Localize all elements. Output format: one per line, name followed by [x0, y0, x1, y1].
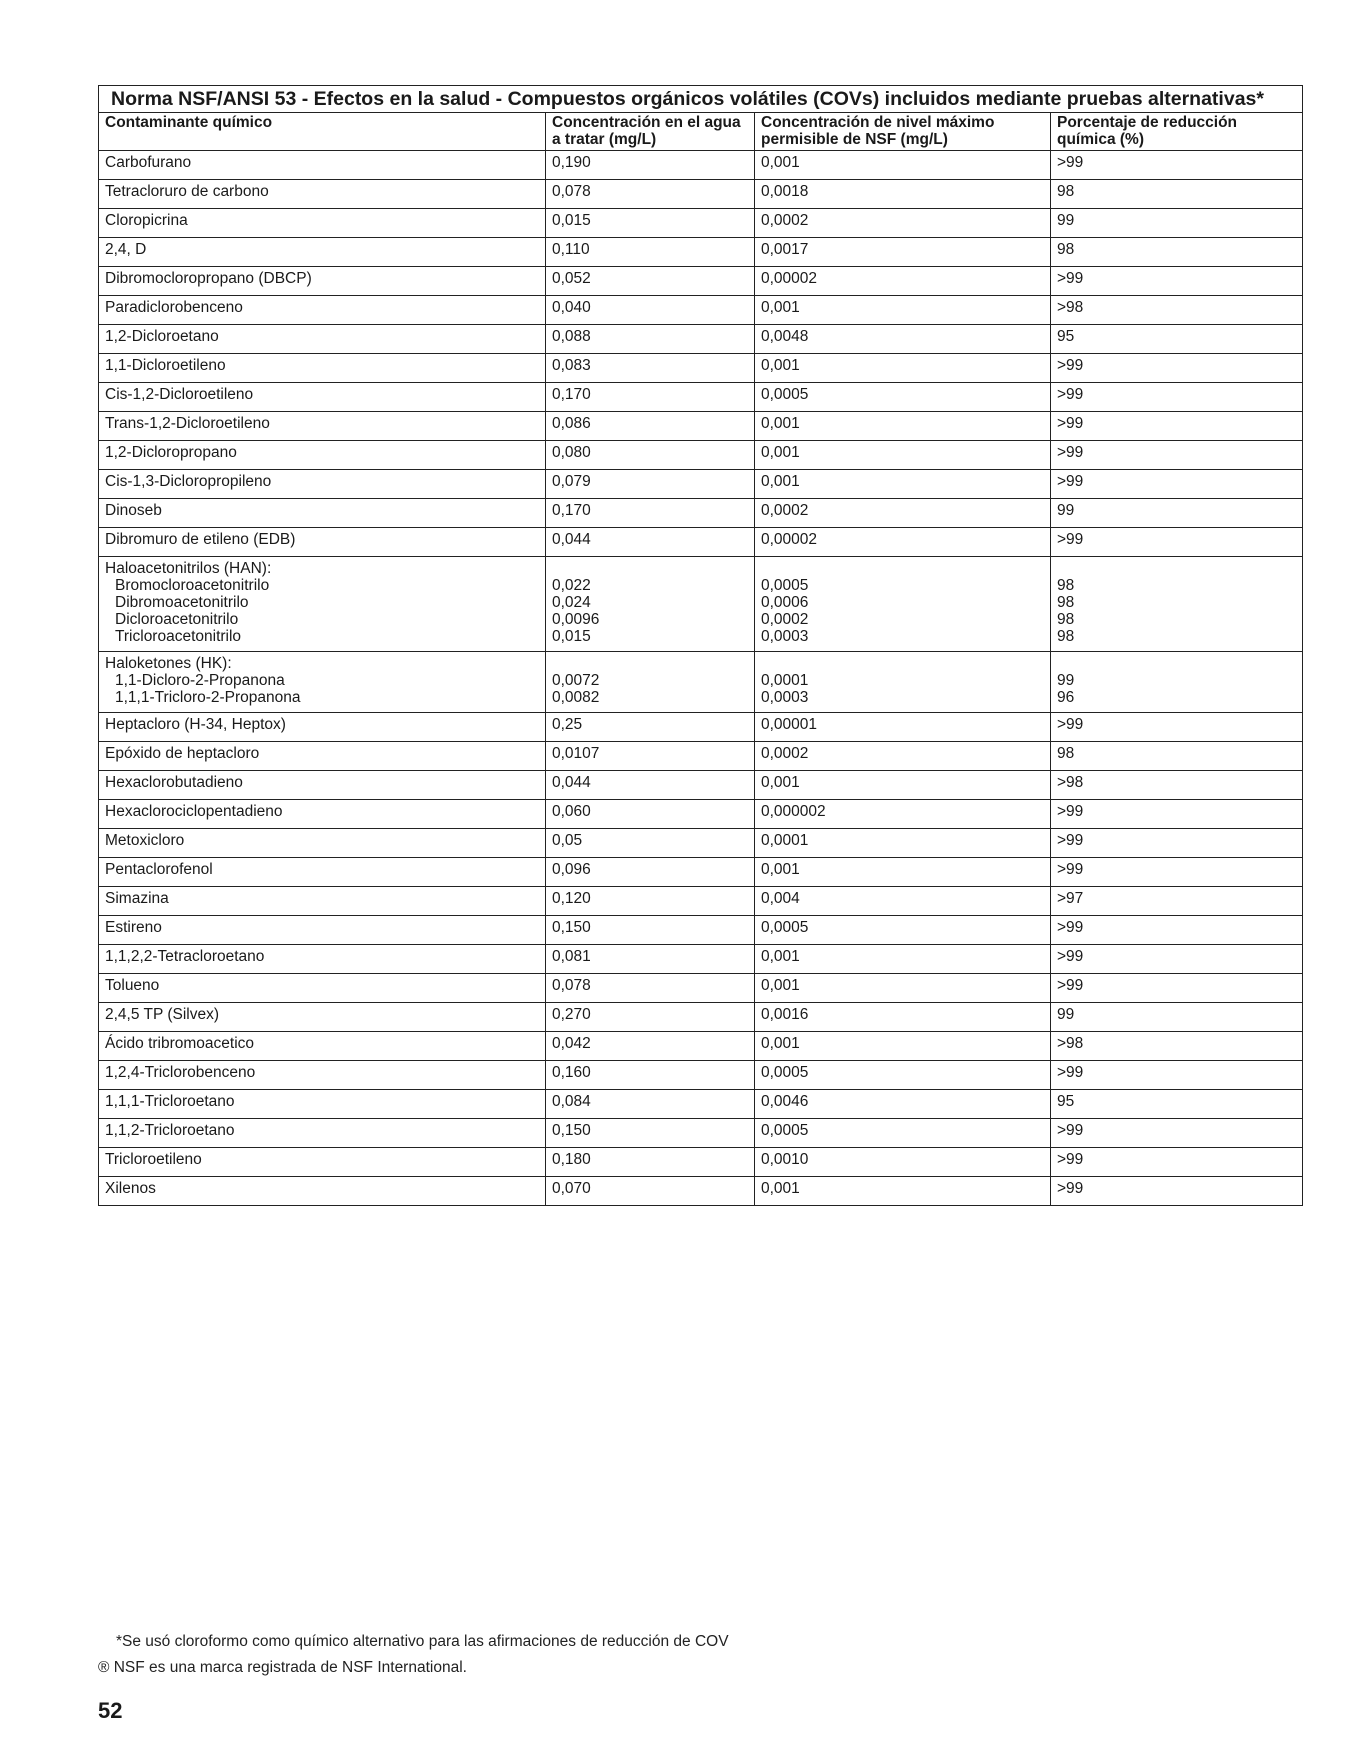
group-item-name: 1,1-Dicloro-2-Propanona: [115, 672, 285, 689]
cell-contaminant: Dibromocloropropano (DBCP): [99, 267, 546, 296]
group-item-value: 0,024: [552, 594, 591, 611]
cell-contaminant: 2,4,5 TP (Silvex): [99, 1003, 546, 1032]
cell-max-level: 0,0010: [755, 1148, 1051, 1177]
table-row: [99, 1177, 1303, 1206]
cell-contaminant: Dibromuro de etileno (EDB): [99, 528, 546, 557]
header-influent-concentration: Concentración en el agua a tratar (mg/L): [546, 113, 755, 151]
cell-max-level: 0,001: [755, 354, 1051, 383]
cell-max-level: 0,001: [755, 412, 1051, 441]
group-spacer: [552, 560, 748, 577]
cell-max-level: 0,0005: [755, 1061, 1051, 1090]
cell-max-level: 0,00002: [755, 267, 1051, 296]
cell-contaminant: Hexaclorobutadieno: [99, 771, 546, 800]
group-item-name: 1,1,1-Tricloro-2-Propanona: [115, 689, 301, 706]
cell-influent: 0,120: [546, 887, 755, 916]
cell-max-level: 0,0002: [755, 209, 1051, 238]
cell-reduction: >99: [1051, 974, 1303, 1003]
cell-max-level: 0,0002: [755, 742, 1051, 771]
cell-max-level: 0,001: [755, 1032, 1051, 1061]
cell-max-level: 0,0016: [755, 1003, 1051, 1032]
cell-influent: 0,088: [546, 325, 755, 354]
cell-reduction: 95: [1051, 325, 1303, 354]
table-row: [99, 742, 1303, 771]
table-row: [99, 180, 1303, 209]
cell-contaminant: Xilenos: [99, 1177, 546, 1206]
cell-reduction: >99: [1051, 528, 1303, 557]
cell-influent: 0,150: [546, 1119, 755, 1148]
table-row: [99, 1148, 1303, 1177]
cell-contaminant: Tolueno: [99, 974, 546, 1003]
table-header-row: [99, 113, 1303, 151]
table-body: [99, 151, 1303, 1206]
cell-max-level: 0,001: [755, 945, 1051, 974]
group-spacer: [761, 560, 1044, 577]
group-item-name: Tricloroacetonitrilo: [115, 628, 242, 645]
cell-max-level: 0,00002: [755, 528, 1051, 557]
cell-max-level: [755, 652, 1051, 713]
cell-reduction: 98: [1051, 180, 1303, 209]
cell-max-level: 0,001: [755, 470, 1051, 499]
cell-influent: 0,110: [546, 238, 755, 267]
cell-contaminant: Trans-1,2-Dicloroetileno: [99, 412, 546, 441]
cell-contaminant: Estireno: [99, 916, 546, 945]
cell-contaminant: Carbofurano: [99, 151, 546, 180]
table-row: [99, 916, 1303, 945]
group-item-value: 0,0082: [552, 689, 600, 706]
table-row: [99, 209, 1303, 238]
table-row: [99, 528, 1303, 557]
table-row: [99, 1090, 1303, 1119]
table-row: [99, 238, 1303, 267]
cell-reduction: >99: [1051, 1061, 1303, 1090]
cell-reduction: >99: [1051, 1177, 1303, 1206]
cell-max-level: 0,004: [755, 887, 1051, 916]
cell-reduction: >99: [1051, 829, 1303, 858]
footnote-alternative-chemical: *Se usó cloroformo como químico alternativo para las afirmaciones de reducción de COV: [116, 1633, 729, 1650]
cell-reduction: >99: [1051, 800, 1303, 829]
cell-max-level: 0,001: [755, 974, 1051, 1003]
table-row: [99, 887, 1303, 916]
cell-contaminant: Pentaclorofenol: [99, 858, 546, 887]
group-item-value: 98: [1057, 577, 1075, 594]
group-name: Haloacetonitrilos (HAN):: [105, 560, 272, 577]
cell-influent: 0,0107: [546, 742, 755, 771]
table-title-row: [99, 86, 1303, 113]
group-item-value: 0,0003: [761, 689, 809, 706]
cell-reduction: [1051, 557, 1303, 652]
cell-influent: 0,150: [546, 916, 755, 945]
cell-influent: 0,170: [546, 383, 755, 412]
cell-max-level: 0,0017: [755, 238, 1051, 267]
table-row: [99, 151, 1303, 180]
table-row: [99, 383, 1303, 412]
cell-reduction: 99: [1051, 499, 1303, 528]
table-title: Norma NSF/ANSI 53 - Efectos en la salud - Compuestos orgánicos volátiles (COVs) incluidos mediante pruebas alternativas*: [99, 86, 1303, 113]
cell-contaminant: 1,1-Dicloroetileno: [99, 354, 546, 383]
cell-influent: 0,078: [546, 974, 755, 1003]
cell-reduction: 98: [1051, 238, 1303, 267]
header-max-permissible: Concentración de nivel máximo permisible de NSF (mg/L): [755, 113, 1051, 151]
cell-max-level: 0,001: [755, 1177, 1051, 1206]
cell-contaminant: Cis-1,2-Dicloroetileno: [99, 383, 546, 412]
cell-max-level: 0,000002: [755, 800, 1051, 829]
header-reduction-percent: Porcentaje de reducción química (%): [1051, 113, 1303, 151]
table-row: [99, 974, 1303, 1003]
cell-reduction: 98: [1051, 742, 1303, 771]
table-row: [99, 1032, 1303, 1061]
cell-max-level: 0,0005: [755, 383, 1051, 412]
cell-influent: 0,190: [546, 151, 755, 180]
cell-reduction: >99: [1051, 1119, 1303, 1148]
cell-reduction: >99: [1051, 151, 1303, 180]
cell-contaminant: Tetracloruro de carbono: [99, 180, 546, 209]
cell-influent: 0,084: [546, 1090, 755, 1119]
group-item-value: 0,015: [552, 628, 591, 645]
cell-influent: 0,044: [546, 771, 755, 800]
cell-contaminant: Tricloroetileno: [99, 1148, 546, 1177]
cell-max-level: 0,0018: [755, 180, 1051, 209]
cell-max-level: 0,0048: [755, 325, 1051, 354]
cell-reduction: >99: [1051, 354, 1303, 383]
cell-influent: 0,170: [546, 499, 755, 528]
cell-influent: 0,015: [546, 209, 755, 238]
cell-max-level: 0,0046: [755, 1090, 1051, 1119]
group-item-value: 99: [1057, 672, 1075, 689]
table-row: [99, 829, 1303, 858]
cell-influent: 0,080: [546, 441, 755, 470]
cell-reduction: >99: [1051, 267, 1303, 296]
group-spacer: [1057, 655, 1296, 672]
cell-reduction: >99: [1051, 412, 1303, 441]
cell-influent: 0,040: [546, 296, 755, 325]
cell-contaminant: 1,2,4-Triclorobenceno: [99, 1061, 546, 1090]
table-row: [99, 1061, 1303, 1090]
group-item-name: Dibromoacetonitrilo: [115, 594, 249, 611]
cell-contaminant: 2,4, D: [99, 238, 546, 267]
cell-contaminant: 1,2-Dicloroetano: [99, 325, 546, 354]
table-row: [99, 267, 1303, 296]
group-name: Haloketones (HK):: [105, 655, 232, 672]
cell-influent: 0,086: [546, 412, 755, 441]
cell-reduction: >97: [1051, 887, 1303, 916]
table-group-row: [99, 652, 1303, 713]
cell-influent: 0,044: [546, 528, 755, 557]
page-number: 52: [98, 1698, 123, 1723]
cell-influent: 0,052: [546, 267, 755, 296]
group-item-value: 98: [1057, 594, 1075, 611]
cell-max-level: 0,001: [755, 441, 1051, 470]
cell-influent: 0,042: [546, 1032, 755, 1061]
group-item-value: 96: [1057, 689, 1075, 706]
cell-contaminant: Metoxicloro: [99, 829, 546, 858]
cell-max-level: 0,001: [755, 296, 1051, 325]
cell-max-level: 0,0002: [755, 499, 1051, 528]
group-item-value: 0,0006: [761, 594, 809, 611]
cell-contaminant: 1,1,2-Tricloroetano: [99, 1119, 546, 1148]
cell-contaminant: 1,1,2,2-Tetracloroetano: [99, 945, 546, 974]
cell-reduction: >98: [1051, 1032, 1303, 1061]
group-item-value: 0,0003: [761, 628, 809, 645]
group-item-value: 98: [1057, 628, 1075, 645]
table-row: [99, 858, 1303, 887]
cell-reduction: >99: [1051, 945, 1303, 974]
cell-max-level: 0,001: [755, 771, 1051, 800]
table-row: [99, 499, 1303, 528]
cell-contaminant: 1,1,1-Tricloroetano: [99, 1090, 546, 1119]
cell-reduction: >99: [1051, 383, 1303, 412]
cell-influent: 0,270: [546, 1003, 755, 1032]
cell-influent: [546, 652, 755, 713]
cell-reduction: >99: [1051, 1148, 1303, 1177]
cell-influent: 0,079: [546, 470, 755, 499]
cell-contaminant: Cis-1,3-Dicloropropileno: [99, 470, 546, 499]
cell-contaminant: [99, 557, 546, 652]
table-row: [99, 441, 1303, 470]
cell-contaminant: Paradiclorobenceno: [99, 296, 546, 325]
table-row: [99, 470, 1303, 499]
cell-influent: 0,096: [546, 858, 755, 887]
footnote-trademark: ® NSF es una marca registrada de NSF International.: [98, 1659, 467, 1676]
cell-reduction: >98: [1051, 296, 1303, 325]
cell-influent: 0,05: [546, 829, 755, 858]
cell-reduction: >99: [1051, 858, 1303, 887]
cell-influent: 0,078: [546, 180, 755, 209]
group-spacer: [1057, 560, 1296, 577]
group-item-value: 0,022: [552, 577, 591, 594]
cell-contaminant: [99, 652, 546, 713]
cell-contaminant: 1,2-Dicloropropano: [99, 441, 546, 470]
group-item-value: 0,0072: [552, 672, 600, 689]
table-row: [99, 296, 1303, 325]
cell-contaminant: Cloropicrina: [99, 209, 546, 238]
cell-max-level: 0,00001: [755, 713, 1051, 742]
table-row: [99, 800, 1303, 829]
cell-reduction: [1051, 652, 1303, 713]
group-item-name: Dicloroacetonitrilo: [115, 611, 239, 628]
cell-contaminant: Ácido tribromoacetico: [99, 1032, 546, 1061]
table-row: [99, 713, 1303, 742]
cell-influent: 0,081: [546, 945, 755, 974]
cell-influent: [546, 557, 755, 652]
table-row: [99, 325, 1303, 354]
cell-influent: 0,060: [546, 800, 755, 829]
table-row: [99, 771, 1303, 800]
cell-max-level: 0,0005: [755, 1119, 1051, 1148]
cell-influent: 0,180: [546, 1148, 755, 1177]
cell-influent: 0,070: [546, 1177, 755, 1206]
cell-max-level: [755, 557, 1051, 652]
cell-max-level: 0,001: [755, 858, 1051, 887]
table-group-row: [99, 557, 1303, 652]
cell-reduction: >99: [1051, 916, 1303, 945]
cell-contaminant: Heptacloro (H-34, Heptox): [99, 713, 546, 742]
cell-contaminant: Hexaclorociclopentadieno: [99, 800, 546, 829]
cell-influent: 0,083: [546, 354, 755, 383]
group-item-value: 0,0005: [761, 577, 809, 594]
group-item-value: 0,0001: [761, 672, 809, 689]
group-item-value: 0,0096: [552, 611, 600, 628]
table-row: [99, 412, 1303, 441]
group-spacer: [552, 655, 748, 672]
cell-reduction: 95: [1051, 1090, 1303, 1119]
table-row: [99, 1003, 1303, 1032]
cell-max-level: 0,0001: [755, 829, 1051, 858]
cell-reduction: 99: [1051, 1003, 1303, 1032]
contaminant-table: [98, 85, 1303, 1206]
cell-contaminant: Epóxido de heptacloro: [99, 742, 546, 771]
cell-reduction: >99: [1051, 713, 1303, 742]
cell-contaminant: Dinoseb: [99, 499, 546, 528]
cell-reduction: 99: [1051, 209, 1303, 238]
cell-influent: 0,160: [546, 1061, 755, 1090]
table-row: [99, 945, 1303, 974]
cell-influent: 0,25: [546, 713, 755, 742]
header-contaminant: Contaminante químico: [99, 113, 546, 151]
group-spacer: [761, 655, 1044, 672]
cell-max-level: 0,0005: [755, 916, 1051, 945]
cell-reduction: >99: [1051, 470, 1303, 499]
cell-contaminant: Simazina: [99, 887, 546, 916]
cell-reduction: >98: [1051, 771, 1303, 800]
table-row: [99, 1119, 1303, 1148]
cell-reduction: >99: [1051, 441, 1303, 470]
cell-max-level: 0,001: [755, 151, 1051, 180]
group-item-name: Bromocloroacetonitrilo: [115, 577, 270, 594]
group-item-value: 0,0002: [761, 611, 809, 628]
group-item-value: 98: [1057, 611, 1075, 628]
table-row: [99, 354, 1303, 383]
